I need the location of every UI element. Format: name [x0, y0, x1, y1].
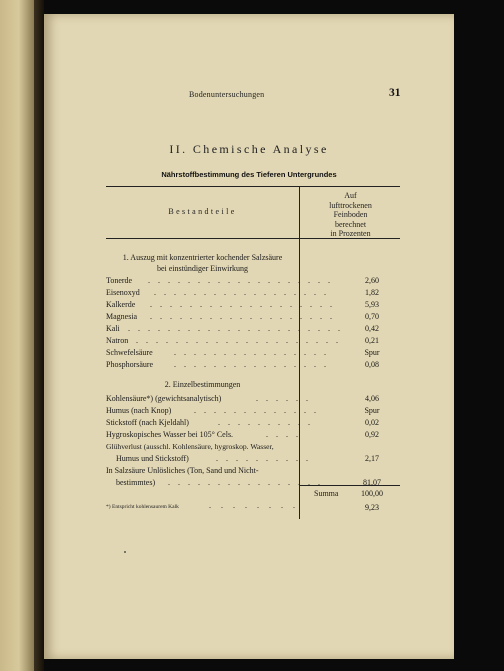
row-value: 2,60 [365, 276, 379, 285]
section-title: II. Chemische Analyse [169, 142, 329, 156]
table-subtitle: Nährstoffbestimmung des Tieferen Untergrundes [161, 170, 337, 179]
row-value: 5,93 [365, 300, 379, 309]
row-label: Humus (nach Knop) [106, 406, 172, 415]
row-value: 0,92 [365, 430, 379, 439]
column-header-value [301, 191, 400, 239]
table-top-rule [106, 186, 400, 187]
running-title: Bodenuntersuchungen [189, 90, 265, 99]
row-value: 0,70 [365, 312, 379, 321]
table-row [106, 418, 400, 430]
column-header-constituents: Bestandteile [168, 207, 237, 216]
row-label: Natron [106, 336, 129, 345]
row-label: Hygroskopisches Wasser bei 105° Cels. [106, 430, 234, 439]
row-value: Spur [364, 406, 380, 415]
footnote-value: 9,23 [365, 503, 379, 512]
group1-heading-line1: 1. Auszug mit konzentrierter kochender Salzsäure [122, 253, 283, 262]
leader-dots: . . . . . . [256, 394, 311, 403]
row-label: Glühverlust (ausschl. Kohlensäure, hygroskop. Wasser, [106, 442, 274, 451]
row-label: Eisenoxyd [106, 288, 140, 297]
table-row [106, 360, 400, 372]
row-value: 0,02 [365, 418, 379, 427]
table-row [106, 406, 400, 418]
leader-dots: . . . . . . . . . . [218, 418, 313, 427]
row-label: Kali [106, 324, 120, 333]
leader-dots: . . . . . . . . . . . . . . . . . . . [150, 300, 335, 309]
table-row [106, 348, 400, 360]
column-header-line: in Prozenten [330, 229, 371, 238]
paper-speck [124, 551, 126, 553]
footnote-leader-dots: . . . . . . . . [209, 501, 299, 510]
table-row [106, 276, 400, 288]
row-label: Tonerde [106, 276, 133, 285]
sum-label: Summa [314, 489, 339, 498]
row-label: Kohlensäure*) (gewichtsanalytisch) [106, 394, 222, 403]
column-header-line: berechnet [334, 219, 367, 229]
leader-dots: . . . . . . . . . . . . . . . . [168, 478, 323, 487]
sum-row [106, 489, 400, 501]
leader-dots: . . . . . . . . . . [216, 454, 311, 463]
table-row [106, 300, 400, 312]
previous-page-edge [0, 0, 34, 671]
table-row [106, 336, 400, 348]
book-gutter [34, 0, 44, 671]
footnote-text: *) Entspricht kohlensaurem Kalk [106, 504, 179, 510]
group1-heading [106, 252, 299, 274]
group2-heading: 2. Einzelbestimmungen [164, 380, 241, 389]
leader-dots: . . . . . . . . . . . . . . . . . . . [148, 276, 333, 285]
row-label: In Salzsäure Unlösliches (Ton, Sand und Nicht- [106, 466, 259, 475]
table-row [106, 442, 400, 466]
table-row [106, 394, 400, 406]
book-page [44, 14, 454, 659]
row-label-continued: bestimmtes) [116, 478, 156, 487]
row-label: Stickstoff (nach Kjeldahl) [106, 418, 189, 427]
row-value: 1,82 [365, 288, 379, 297]
row-value: 0,08 [365, 360, 379, 369]
leader-dots: . . . . . . . . . . . . . . . . . . . . . . [128, 324, 343, 333]
row-label-continued: Humus und Stickstoff) [116, 454, 189, 463]
leader-dots: . . . . . . . . . . . . . . . . . . . . . [136, 336, 341, 345]
column-header-line: Auf [344, 191, 357, 200]
leader-dots: . . . . . . . . . . . . . . . . . . [154, 288, 329, 297]
column-header-line: Feinboden [333, 210, 368, 219]
table-row [106, 466, 400, 490]
row-label: Schwefelsäure [106, 348, 153, 357]
leader-dots: . . . . [266, 430, 301, 439]
column-header-line: lufttrockenen [329, 200, 372, 210]
table-row [106, 430, 400, 442]
leader-dots: . . . . . . . . . . . . . . . . [174, 348, 329, 357]
sum-value: 100,00 [361, 489, 383, 498]
row-value: 0,21 [365, 336, 379, 345]
row-label: Kalkerde [106, 300, 136, 309]
row-value: 0,42 [365, 324, 379, 333]
row-value: 4,06 [365, 394, 379, 403]
table-row [106, 312, 400, 324]
row-label: Phosphorsäure [106, 360, 154, 369]
row-value: 81,07 [363, 478, 381, 487]
group1-heading-line2: bei einstündiger Einwirkung [156, 264, 249, 273]
row-value: Spur [364, 348, 380, 357]
row-label: Magnesia [106, 312, 138, 321]
row-value: 2,17 [365, 454, 379, 463]
leader-dots: . . . . . . . . . . . . . . . . . . . [150, 312, 335, 321]
leader-dots: . . . . . . . . . . . . . [194, 406, 319, 415]
leader-dots: . . . . . . . . . . . . . . . . [174, 360, 329, 369]
page-number: 31 [389, 87, 401, 99]
table-row [106, 288, 400, 300]
table-row [106, 324, 400, 336]
